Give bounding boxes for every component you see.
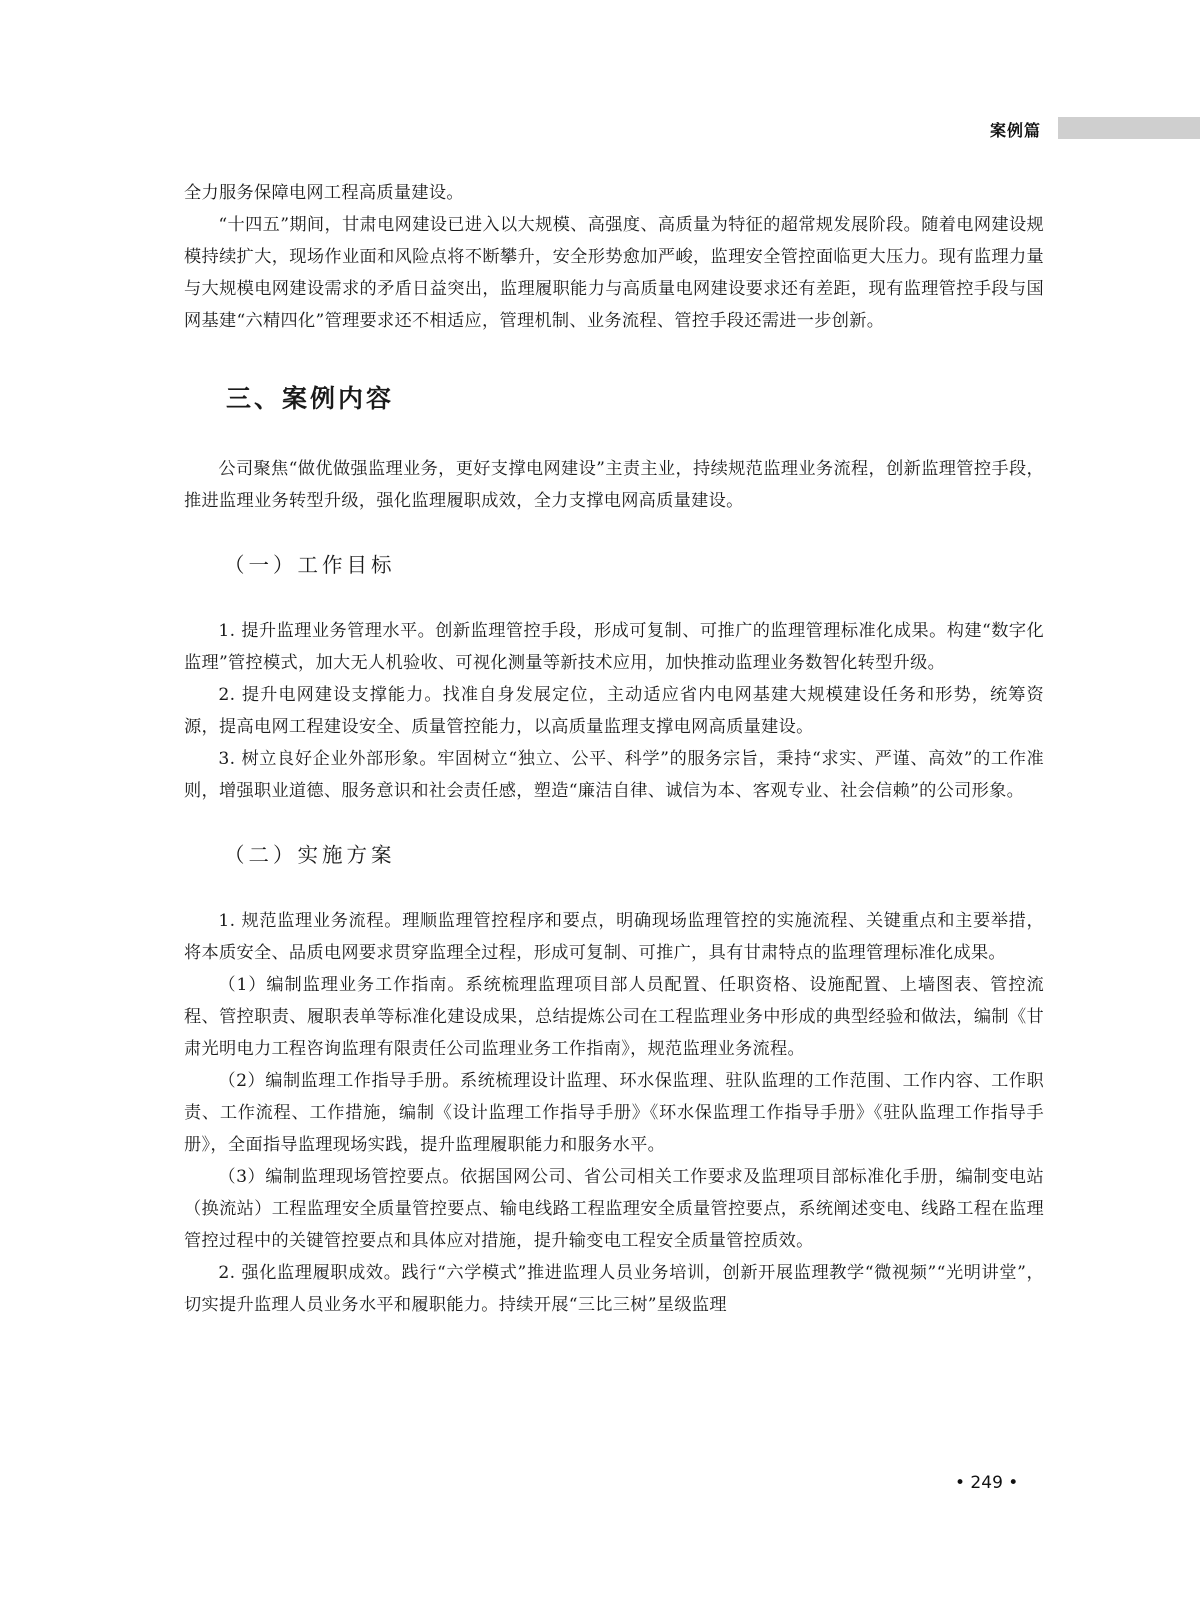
page-body (184, 177, 1044, 1321)
paragraph: （1）编制监理业务工作指南。系统梳理监理项目部人员配置、任职资格、设施配置、上墙图表、管控流程、管控职责、履职表单等标准化建设成果，总结提炼公司在工程监理业务中形成的典型经验和做法，编制《甘肃光明电力工程咨询监理有限责任公司监理业务工作指南》，规范监理业务流程。 (184, 975, 1044, 1059)
paragraph: 2. 提升电网建设支撑能力。找准自身发展定位，主动适应省内电网基建大规模建设任务和形势，统筹资源，提高电网工程建设安全、质量管控能力，以高质量监理支撑电网高质量建设。 (184, 685, 1044, 737)
section-heading: 三、案例内容 (226, 384, 395, 413)
subsection-heading: （二）实施方案 (224, 843, 396, 867)
paragraph: “十四五”期间，甘肃电网建设已进入以大规模、高强度、高质量为特征的超常规发展阶段。随着电网建设规模持续扩大，现场作业面和风险点将不断攀升，安全形势愈加严峻，监理安全管控面临更大压力。现有监理力量与大规模电网建设需求的矛盾日益突出，监理履职能力与高质量电网建设要求还有差距，现有监理管控手段与国网基建“六精四化”管理要求还不相适应，管理机制、业务流程、管控手段还需进一步创新。 (184, 215, 1044, 331)
paragraph: 公司聚焦“做优做强监理业务，更好支撑电网建设”主责主业，持续规范监理业务流程，创新监理管控手段，推进监理业务转型升级，强化监理履职成效，全力支撑电网高质量建设。 (184, 459, 1044, 511)
paragraph: 全力服务保障电网工程高质量建设。 (184, 183, 464, 203)
paragraph: （3）编制监理现场管控要点。依据国网公司、省公司相关工作要求及监理项目部标准化手册，编制变电站（换流站）工程监理安全质量管控要点、输电线路工程监理安全质量管控要点，系统阐述变电、线路工程在监理管控过程中的关键管控要点和具体应对措施，提升输变电工程安全质量管控质效。 (184, 1167, 1044, 1251)
paragraph: （2）编制监理工作指导手册。系统梳理设计监理、环水保监理、驻队监理的工作范围、工作内容、工作职责、工作流程、工作措施，编制《设计监理工作指导手册》《环水保监理工作指导手册》《驻队监理工作指导手册》，全面指导监理现场实践，提升监理履职能力和服务水平。 (184, 1071, 1044, 1155)
paragraph: 1. 规范监理业务流程。理顺监理管控程序和要点，明确现场监理管控的实施流程、关键重点和主要举措，将本质安全、品质电网要求贯穿监理全过程，形成可复制、可推广，具有甘肃特点的监理管理标准化成果。 (184, 911, 1044, 963)
paragraph: 1. 提升监理业务管理水平。创新监理管控手段，形成可复制、可推广的监理管理标准化成果。构建“数字化监理”管控模式，加大无人机验收、可视化测量等新技术应用，加快推动监理业务数智化转型升级。 (184, 621, 1044, 673)
paragraph: 3. 树立良好企业外部形象。牢固树立“独立、公平、科学”的服务宗旨，秉持“求实、严谨、高效”的工作准则，增强职业道德、服务意识和社会责任感，塑造“廉洁自律、诚信为本、客观专业、社会信赖”的公司形象。 (184, 749, 1044, 801)
subsection-heading: （一）工作目标 (224, 553, 396, 577)
page-number: • 249 • (955, 1473, 1019, 1493)
section-tag-bar (1058, 117, 1200, 139)
paragraph: 2. 强化监理履职成效。践行“六学模式”推进监理人员业务培训，创新开展监理教学“微视频”“光明讲堂”，切实提升监理人员业务水平和履职能力。持续开展“三比三树”星级监理 (184, 1263, 1044, 1315)
section-tag: 案例篇 (990, 121, 1042, 140)
